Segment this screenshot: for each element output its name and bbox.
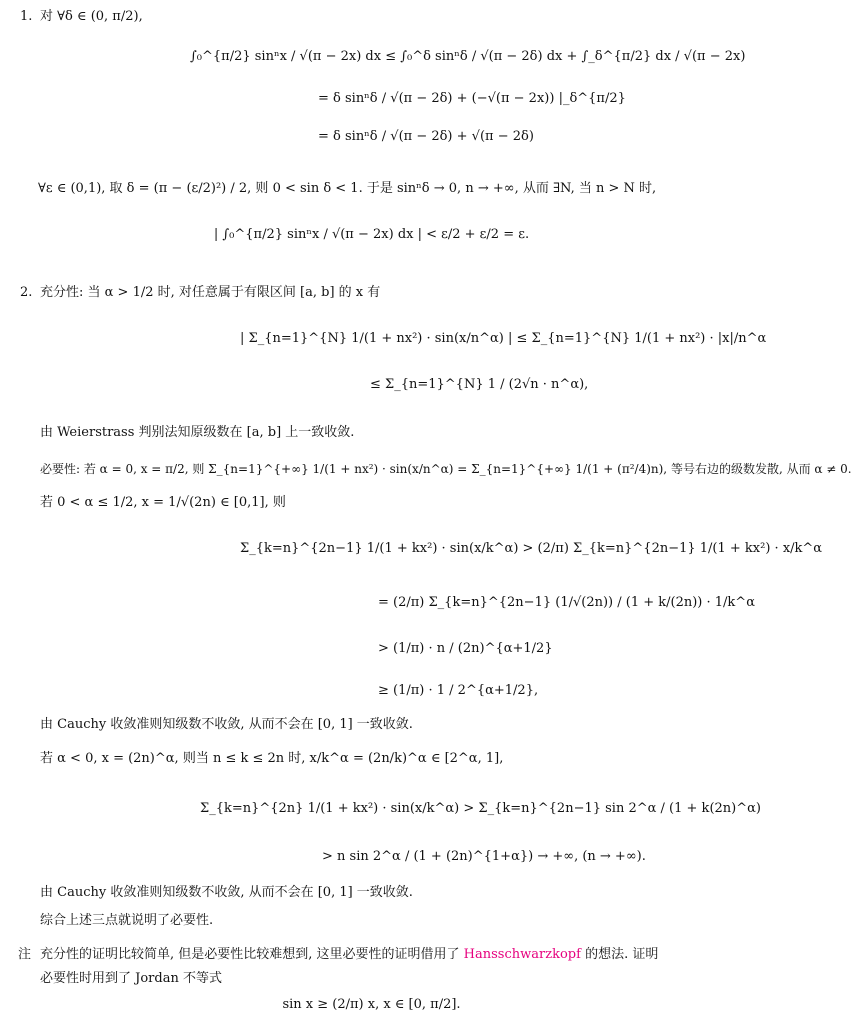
item2-case-small: 若 0 < α ≤ 1/2, x = 1/√(2n) ∈ [0,1], 则	[40, 495, 286, 510]
item2-eq-case2-row1: Σ_{k=n}^{2n} 1/(1 + kx²) · sin(x/k^α) > Σ_{k=n}^{2n−1} sin 2^α / (1 + k(2n)^α)	[200, 801, 761, 816]
item1-number: 1.	[20, 9, 33, 24]
note-line-1	[40, 946, 658, 964]
item2-eq-case1-row4: ≥ (1/π) · 1 / 2^{α+1/2},	[378, 683, 539, 698]
item1-eq-row3: = δ sinⁿδ / √(π − 2δ) + √(π − 2δ)	[318, 129, 534, 144]
item2-weierstrass: 由 Weierstrass 判别法知原级数在 [a, b] 上一致收敛.	[40, 425, 355, 440]
item2-cauchy-1: 由 Cauchy 收敛准则知级数不收敛, 从而不会在 [0, 1] 一致收敛.	[40, 717, 413, 732]
item1-eq-row1: ∫₀^{π/2} sinⁿx / √(π − 2x) dx ≤ ∫₀^δ sinⁿδ / √(π − 2δ) dx + ∫_δ^{π/2} dx / √(π − 2x)	[190, 49, 746, 64]
jordan-inequality: sin x ≥ (2/π) x, x ∈ [0, π/2].	[282, 997, 461, 1012]
item2-eq-suff-row2: ≤ Σ_{n=1}^{N} 1 / (2√n · n^α),	[370, 377, 589, 392]
item2-eq-case2-row2: > n sin 2^α / (1 + (2n)^{1+α}) → +∞, (n → +∞).	[322, 849, 646, 864]
item2-necessity: 必要性: 若 α = 0, x = π/2, 则 Σ_{n=1}^{+∞} 1/(1 + nx²) · sin(x/n^α) = Σ_{n=1}^{+∞} 1/(1 + (π²/4)n), 等号右边的级数发散, 从而 α ≠ 0.	[40, 462, 852, 476]
item1-eq-row2: = δ sinⁿδ / √(π − 2δ) + (−√(π − 2x)) |_δ^{π/2}	[318, 91, 626, 106]
note-label: 注	[18, 947, 32, 962]
item2-number: 2.	[20, 285, 33, 300]
item2-eq-case1-row2: = (2/π) Σ_{k=n}^{2n−1} (1/√(2n)) / (1 + k/(2n)) · 1/k^α	[378, 595, 755, 610]
item2-sufficiency: 充分性: 当 α > 1/2 时, 对任意属于有限区间 [a, b] 的 x 有	[40, 285, 381, 300]
item2-eq-case1-row1: Σ_{k=n}^{2n−1} 1/(1 + kx²) · sin(x/k^α) > (2/π) Σ_{k=n}^{2n−1} 1/(1 + kx²) · x/k^α	[240, 541, 823, 556]
item2-cauchy-2: 由 Cauchy 收敛准则知级数不收敛, 从而不会在 [0, 1] 一致收敛.	[40, 885, 413, 900]
item1-intro: 对 ∀δ ∈ (0, π/2),	[40, 9, 143, 24]
note-text-a: 充分性的证明比较简单, 但是必要性比较难想到, 这里必要性的证明借用了	[40, 947, 460, 962]
item2-eq-case1-row3: > (1/π) · n / (2n)^{α+1/2}	[378, 641, 553, 656]
item2-eq-suff-row1: | Σ_{n=1}^{N} 1/(1 + nx²) · sin(x/n^α) | ≤ Σ_{n=1}^{N} 1/(1 + nx²) · |x|/n^α	[240, 331, 767, 346]
note-text-b: 的想法. 证明	[585, 947, 659, 962]
hansschwarzkopf-link[interactable]: Hansschwarzkopf	[463, 947, 581, 962]
item2-case-negative: 若 α < 0, x = (2n)^α, 则当 n ≤ k ≤ 2n 时, x/k^α = (2n/k)^α ∈ [2^α, 1],	[40, 751, 504, 766]
note-line-2: 必要性时用到了 Jordan 不等式	[40, 971, 222, 986]
item2-summary: 综合上述三点就说明了必要性.	[40, 913, 214, 928]
item1-choose-delta: ∀ε ∈ (0,1), 取 δ = (π − (ε/2)²) / 2, 则 0 < sin δ < 1. 于是 sinⁿδ → 0, n → +∞, 从而 ∃N, 当 n > N 时,	[38, 181, 657, 196]
item1-conclusion: | ∫₀^{π/2} sinⁿx / √(π − 2x) dx | < ε/2 + ε/2 = ε.	[213, 227, 530, 242]
